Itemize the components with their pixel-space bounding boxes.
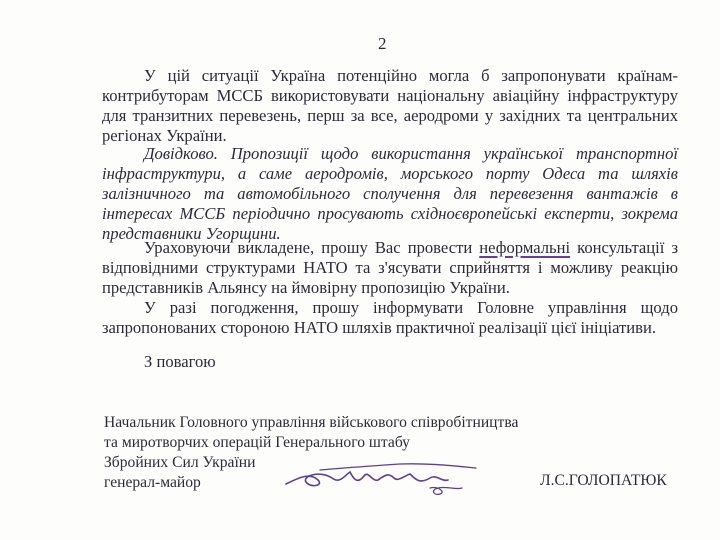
signatory-title-line-1: Начальник Головного управління військового співробітництва bbox=[104, 414, 519, 431]
paragraph-inform-request: У разі погодження, прошу інформувати Головне управління щодо запропонованих стороною НАТО шляхів практичної реалізації цієї ініціативи. bbox=[102, 298, 678, 337]
consultation-text-after: консультації з відповідними структурами НАТО та з'ясувати сприйняття і можливу реакцію представників Альянсу на ймовірну пропозицію України. bbox=[102, 238, 678, 297]
signatory-title-line-3: Збройних Сил України bbox=[104, 454, 256, 471]
paragraph-ukraine-proposal: У цій ситуації Україна потенційно могла б запропонувати країнам-контрибуторам МССБ використовувати національну авіаційну інфраструктуру для транзитних перевезень, перш за все, аеродроми у західних та центральних регіонах України. bbox=[102, 66, 678, 145]
consultation-text-before: Ураховуючи викладене, прошу Вас провести bbox=[144, 238, 480, 257]
underlined-word-informal: неформальні bbox=[479, 238, 571, 257]
handwritten-signature bbox=[280, 458, 480, 502]
paragraph-consultation-request bbox=[102, 238, 678, 298]
closing-salutation: З повагою bbox=[144, 352, 216, 371]
signatory-name: Л.С.ГОЛОПАТЮК bbox=[540, 472, 667, 489]
paragraph-reference-note: Довідково. Пропозиції щодо використання української транспортної інфраструктури, а саме аеродромів, морського порту Одеса та шляхів залізничного та автомобільного сполучення для перевезення вантажів в інтересах МССБ періодично просувають східноєвропейські експерти, зокрема представники Угорщини. bbox=[102, 144, 678, 243]
page-number: 2 bbox=[378, 34, 387, 53]
signatory-rank: генерал-майор bbox=[104, 474, 201, 491]
signatory-title-line-2: та миротворчих операцій Генерального штабу bbox=[104, 434, 410, 451]
